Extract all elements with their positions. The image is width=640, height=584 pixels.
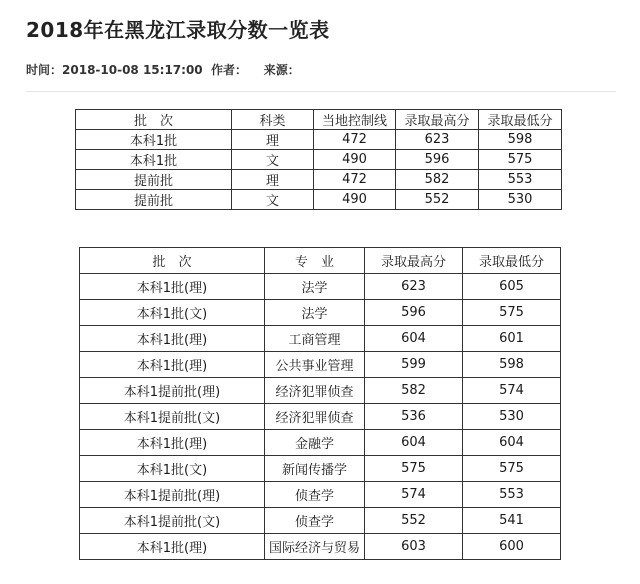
table-cell: 553: [479, 170, 562, 190]
table-cell: 574: [365, 482, 463, 508]
table-cell: 575: [463, 456, 561, 482]
table-row: [80, 430, 561, 456]
table-cell: 536: [365, 404, 463, 430]
table-cell: 本科1批(文): [80, 300, 265, 326]
page-title: 2018年在黑龙江录取分数一览表: [26, 18, 330, 42]
table-row: [76, 150, 562, 170]
table-cell: 本科1提前批(文): [80, 404, 265, 430]
table-cell: 598: [479, 130, 562, 150]
table-row: [80, 508, 561, 534]
table-cell: 提前批: [76, 190, 232, 210]
table-row: [76, 170, 562, 190]
column-header: 批 次: [76, 110, 232, 130]
column-header: 科类: [232, 110, 314, 130]
table-cell: 本科1批(理): [80, 274, 265, 300]
table-cell: 本科1提前批(文): [80, 508, 265, 534]
time-label: 时间：: [26, 63, 63, 77]
column-header: 录取最高分: [396, 110, 479, 130]
table-cell: 本科1批(理): [80, 430, 265, 456]
table-cell: 经济犯罪侦查: [265, 404, 365, 430]
table-cell: 574: [463, 378, 561, 404]
column-header: 专 业: [265, 248, 365, 274]
table-cell: 604: [365, 430, 463, 456]
table-cell: 新闻传播学: [265, 456, 365, 482]
table-row: [80, 300, 561, 326]
table-cell: 本科1批: [76, 130, 232, 150]
table-cell: 530: [463, 404, 561, 430]
table-cell: 490: [314, 190, 396, 210]
table-cell: 金融学: [265, 430, 365, 456]
table-cell: 530: [479, 190, 562, 210]
table-cell: 603: [365, 534, 463, 560]
table-row: [80, 456, 561, 482]
column-header: 当地控制线: [314, 110, 396, 130]
table-cell: 582: [365, 378, 463, 404]
table-cell: 工商管理: [265, 326, 365, 352]
table-header-row: [76, 110, 562, 130]
table-cell: 国际经济与贸易: [265, 534, 365, 560]
table-cell: 本科1提前批(理): [80, 482, 265, 508]
publish-time: 2018-10-08 15:17:00: [62, 63, 203, 77]
table-cell: 理: [232, 130, 314, 150]
table-cell: 552: [365, 508, 463, 534]
source-label: 来源：: [263, 63, 300, 77]
table-cell: 经济犯罪侦查: [265, 378, 365, 404]
table-cell: 623: [396, 130, 479, 150]
table-cell: 623: [365, 274, 463, 300]
column-header: 录取最低分: [463, 248, 561, 274]
table-header-row: [80, 248, 561, 274]
table-cell: 604: [365, 326, 463, 352]
table-cell: 本科1批(文): [80, 456, 265, 482]
table-row: [80, 404, 561, 430]
table-cell: 本科1批(理): [80, 326, 265, 352]
table-cell: 575: [463, 300, 561, 326]
table-cell: 提前批: [76, 170, 232, 190]
table-cell: 本科1批(理): [80, 352, 265, 378]
table-cell: 604: [463, 430, 561, 456]
table-cell: 文: [232, 190, 314, 210]
column-header: 录取最低分: [479, 110, 562, 130]
table-cell: 侦查学: [265, 482, 365, 508]
column-header: 录取最高分: [365, 248, 463, 274]
table-cell: 472: [314, 130, 396, 150]
table-cell: 601: [463, 326, 561, 352]
table-cell: 侦查学: [265, 508, 365, 534]
table-row: [80, 534, 561, 560]
table-cell: 552: [396, 190, 479, 210]
table-cell: 本科1批: [76, 150, 232, 170]
table-cell: 553: [463, 482, 561, 508]
table-cell: 本科1提前批(理): [80, 378, 265, 404]
article-meta: [26, 61, 300, 78]
table-cell: 598: [463, 352, 561, 378]
table-cell: 文: [232, 150, 314, 170]
table-row: [76, 130, 562, 150]
control-line-table: [75, 109, 562, 210]
table-row: [80, 378, 561, 404]
author-label: 作者：: [211, 63, 248, 77]
table-cell: 605: [463, 274, 561, 300]
table-cell: 本科1批(理): [80, 534, 265, 560]
table-cell: 法学: [265, 300, 365, 326]
table-row: [80, 274, 561, 300]
table-cell: 490: [314, 150, 396, 170]
header-divider: [26, 91, 616, 92]
table-cell: 599: [365, 352, 463, 378]
table-cell: 600: [463, 534, 561, 560]
table-cell: 582: [396, 170, 479, 190]
table-cell: 法学: [265, 274, 365, 300]
table-row: [80, 482, 561, 508]
table-cell: 公共事业管理: [265, 352, 365, 378]
table-cell: 575: [479, 150, 562, 170]
table-cell: 596: [396, 150, 479, 170]
table-cell: 理: [232, 170, 314, 190]
table-row: [80, 326, 561, 352]
table-cell: 596: [365, 300, 463, 326]
table-row: [80, 352, 561, 378]
table-row: [76, 190, 562, 210]
table-cell: 575: [365, 456, 463, 482]
table-cell: 472: [314, 170, 396, 190]
column-header: 批 次: [80, 248, 265, 274]
table-cell: 541: [463, 508, 561, 534]
major-scores-table: [79, 247, 561, 560]
